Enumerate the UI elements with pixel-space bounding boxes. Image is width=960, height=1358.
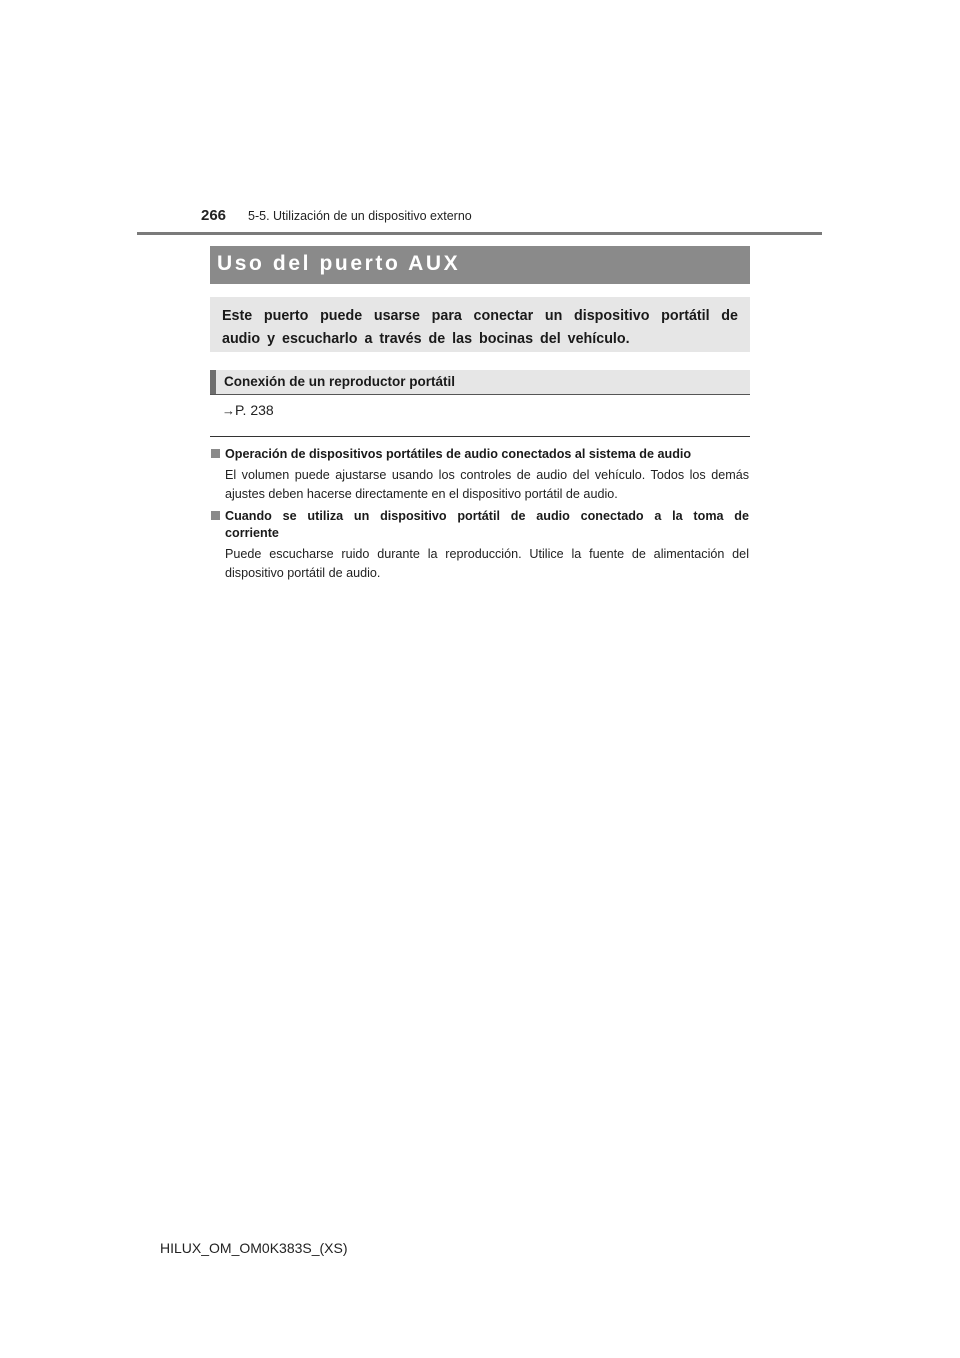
intro-box — [210, 297, 750, 352]
subheading-bar — [210, 370, 750, 395]
note-item — [211, 446, 749, 504]
title-banner — [210, 246, 750, 284]
square-bullet-icon — [211, 511, 220, 520]
page-title: Uso del puerto AUX — [217, 252, 461, 275]
subheading-title: Conexión de un reproductor portátil — [224, 374, 456, 389]
note-item — [211, 508, 749, 583]
notes-divider — [210, 436, 750, 437]
page-reference-link[interactable] — [222, 402, 274, 418]
subheading-accent — [210, 370, 216, 394]
square-bullet-icon — [211, 449, 220, 458]
note-heading-text: Operación de dispositivos portátiles de audio conectados al sistema de audio — [225, 447, 692, 461]
page-reference-text: P. 238 — [235, 402, 274, 418]
footer-document-code: HILUX_OM_OM0K383S_(XS) — [160, 1240, 348, 1256]
header-divider — [137, 232, 822, 235]
note-heading-text: Cuando se utiliza un dispositivo portátil de audio conectado a la toma de corriente — [225, 509, 749, 540]
note-body: Puede escucharse ruido durante la reproducción. Utilice la fuente de alimentación del dispositivo portátil de audio. — [225, 547, 749, 580]
note-body: El volumen puede ajustarse usando los controles de audio del vehículo. Todos los demás ajustes deben hacerse directamente en el dispositivo portátil de audio. — [225, 468, 749, 501]
section-breadcrumb: 5-5. Utilización de un dispositivo externo — [248, 209, 472, 223]
arrow-right-icon: → — [222, 403, 235, 418]
note-heading — [211, 508, 749, 542]
note-heading — [211, 446, 749, 463]
intro-text: Este puerto puede usarse para conectar un dispositivo portátil de audio y escucharlo a través de las bocinas del vehículo. — [222, 308, 738, 347]
page-number: 266 — [201, 207, 227, 224]
